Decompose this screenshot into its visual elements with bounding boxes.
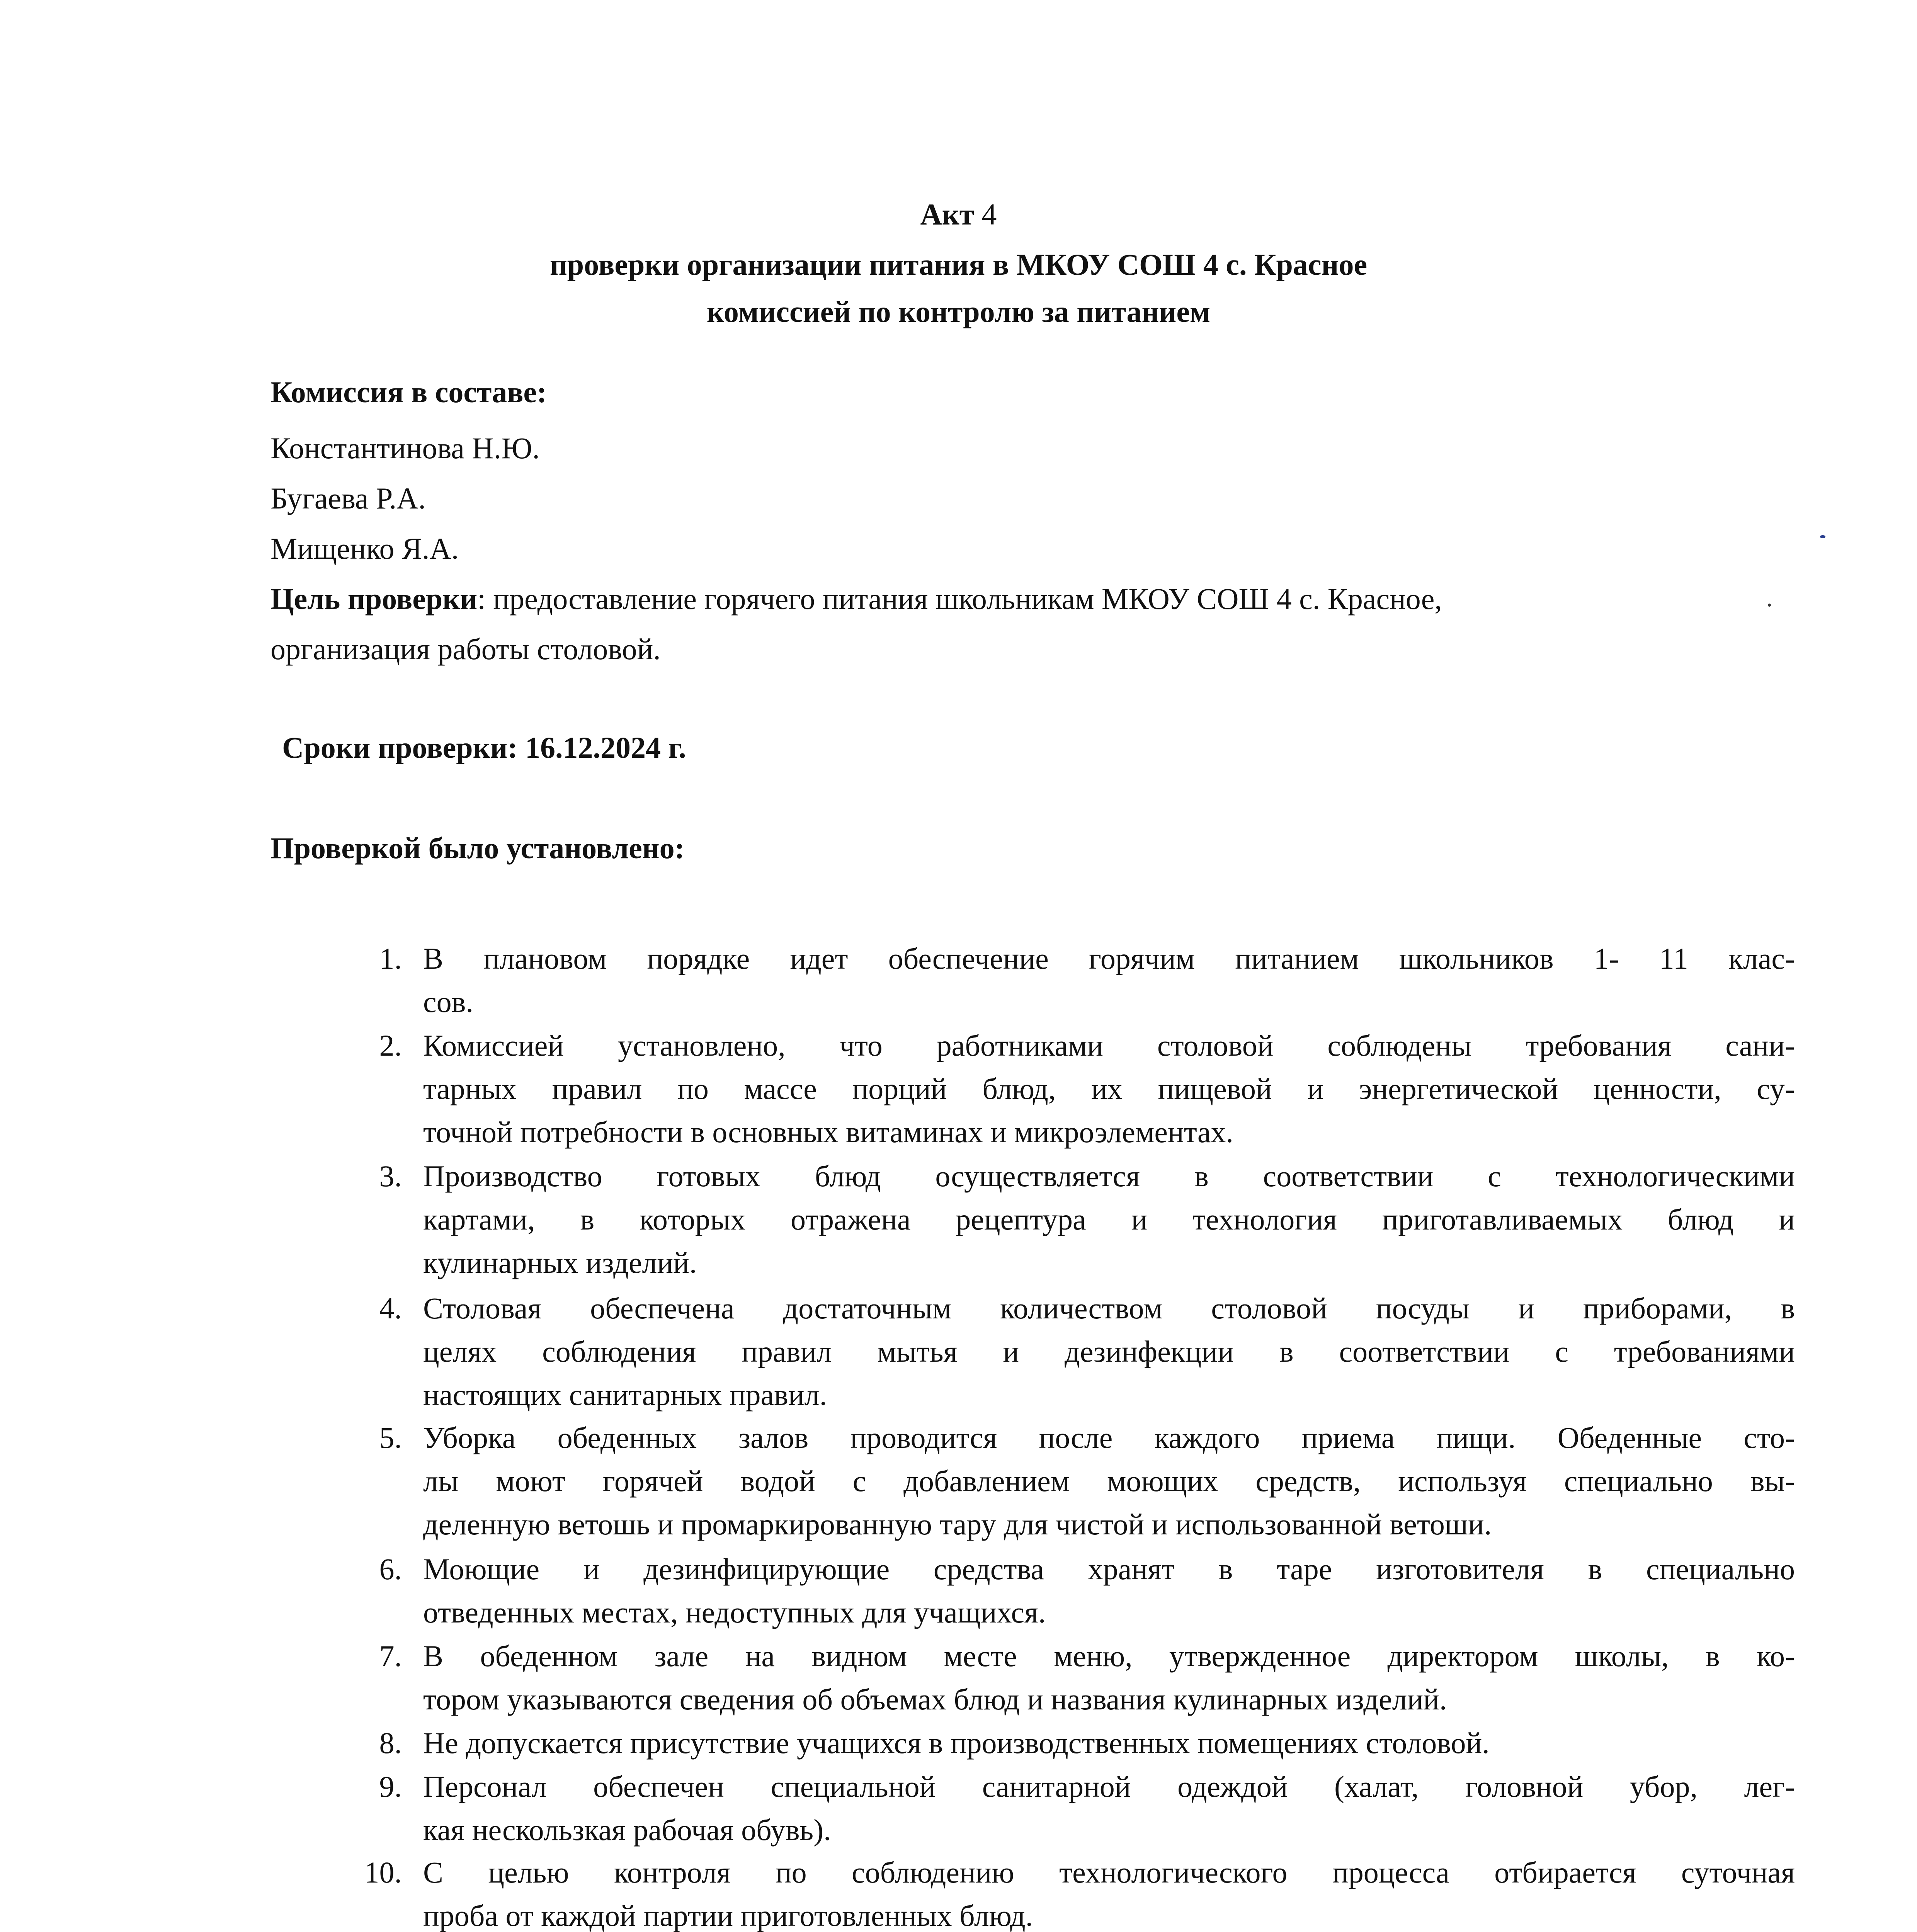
finding-number: 2.: [379, 1029, 402, 1062]
ink-mark: [1820, 535, 1825, 538]
dates-value: 16.12.2024 г.: [525, 731, 686, 764]
finding-item: Не допускается присутствие учащихся в производственных помещениях столовой.: [423, 1726, 1490, 1760]
act-subtitle: проверки организации питания в МКОУ СОШ 4 с. Красное: [549, 248, 1368, 281]
finding-item: Моющие и дезинфицирующие средства хранят в таре изготовителя в специально отведенных местах, недоступных для учащихся.: [423, 1552, 1795, 1629]
finding-item: Комиссией установлено, что работниками столовой соблюдены требования сани- тарных правил по массе порций блюд, их пищевой и энергетической ценности, су- точной потребности в основных витаминах и микроэлементах.: [423, 1029, 1795, 1149]
finding-number: 4.: [379, 1291, 402, 1325]
commission-member: Мищенко Я.А.: [270, 532, 459, 565]
finding-item: Персонал обеспечен специальной санитарной одеждой (халат, головной убор, лег- кая нескользкая рабочая обувь).: [423, 1770, 1795, 1847]
purpose-text: : предоставление горячего питания школьникам МКОУ СОШ 4 с. Красное,: [477, 582, 1442, 616]
finding-number: 10.: [364, 1855, 402, 1889]
act-title-word: Акт: [920, 197, 975, 231]
commission-member: Константинова Н.Ю.: [270, 431, 540, 465]
finding-number: 6.: [379, 1552, 402, 1586]
finding-item: Столовая обеспечена достаточным количеством столовой посуды и приборами, в целях соблюдения правил мытья и дезинфекции в соответствии с требованиями настоящих санитарных правил.: [423, 1291, 1795, 1412]
finding-number: 3.: [379, 1159, 402, 1193]
purpose-line: [270, 578, 1442, 620]
act-subtitle-commission: комиссией по контролю за питанием: [706, 295, 1211, 328]
finding-item: Производство готовых блюд осуществляется в соответствии с технологическими картами, в которых отражена рецептура и технология приготавливаемых блюд и кулинарных изделий.: [423, 1159, 1795, 1279]
commission-member: Бугаева Р.А.: [270, 481, 426, 515]
finding-number: 1.: [379, 942, 402, 975]
finding-number: 5.: [379, 1421, 402, 1454]
act-number: 4: [981, 197, 997, 231]
finding-item: Уборка обеденных залов проводится после каждого приема пищи. Обеденные сто- лы моют горячей водой с добавлением моющих средств, используя специально вы- деленную ветошь и промаркированную тару для чистой и использованной ветоши.: [423, 1421, 1795, 1541]
inspection-dates: [282, 726, 686, 769]
dates-label: Сроки проверки:: [282, 731, 518, 764]
finding-number: 9.: [379, 1770, 402, 1803]
findings-heading: Проверкой было установлено:: [270, 831, 685, 865]
finding-number: 7.: [379, 1639, 402, 1673]
finding-item: С целью контроля по соблюдению технологического процесса отбирается суточная проба от каждой партии приготовленных блюд.: [423, 1855, 1795, 1932]
finding-number: 8.: [379, 1726, 402, 1760]
ink-mark: [1768, 604, 1771, 607]
purpose-text-continued: организация работы столовой.: [270, 632, 661, 666]
commission-heading: Комиссия в составе:: [270, 375, 547, 409]
act-title: [0, 193, 1917, 236]
purpose-label: Цель проверки: [270, 582, 478, 616]
finding-item: В обеденном зале на видном месте меню, утвержденное директором школы, в ко- тором указываются сведения об объемах блюд и названия кулинарных изделий.: [423, 1639, 1795, 1716]
finding-item: В плановом порядке идет обеспечение горячим питанием школьников 1- 11 клас- сов.: [423, 942, 1795, 1019]
